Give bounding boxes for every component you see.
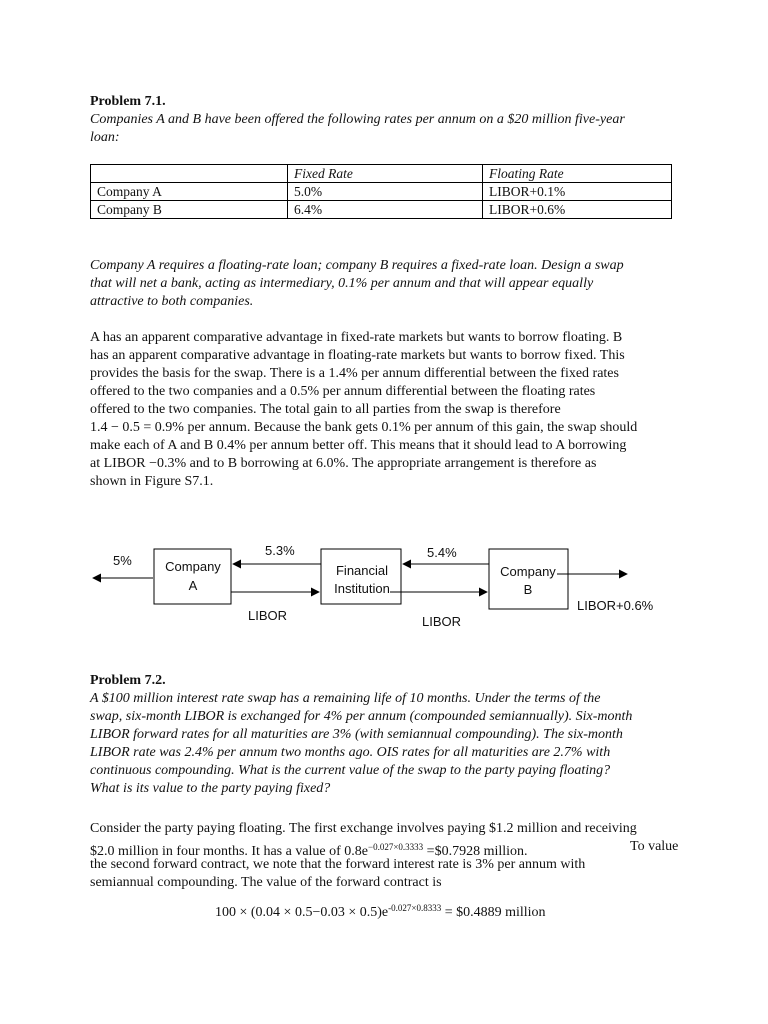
problem-7-2-title: Problem 7.2. [90, 673, 166, 688]
answer-text: To value [630, 839, 679, 854]
answer-line: make each of A and B 0.4% per annum better off. This means that it should lead to A borrowing [90, 438, 627, 453]
table-header-fixed-rate: Fixed Rate [288, 165, 483, 183]
problem-7-1-task-line: Company A requires a floating-rate loan; company B requires a fixed-rate loan. Design a swap [90, 258, 624, 273]
answer-line: shown in Figure S7.1. [90, 474, 214, 489]
answer-line: at LIBOR −0.3% and to B borrowing at 6.0%. The appropriate arrangement is therefore as [90, 456, 597, 471]
rate-label-b-to-fi: 5.4% [427, 545, 457, 560]
table-row [91, 201, 672, 219]
problem-7-1-title: Problem 7.1. [90, 94, 166, 109]
formula-text: 100 × (0.04 × 0.5−0.03 × 0.5)e [215, 905, 389, 920]
problem-7-1-question-line: Companies A and B have been offered the following rates per annum on a $20 million five-year [90, 112, 625, 127]
problem-7-1-question-line: loan: [90, 130, 120, 145]
problem-7-2-question-line: A $100 million interest rate swap has a remaining life of 10 months. Under the terms of the [90, 691, 601, 706]
company-a-box [154, 549, 231, 604]
company-a-label: Company [165, 559, 221, 574]
rate-label-fi-to-b: LIBOR [422, 614, 462, 629]
institution-label: Financial [335, 563, 389, 578]
table-cell: Company A [91, 183, 288, 201]
answer-line: the second forward contract, we note that the forward interest rate is 3% per annum with [90, 857, 586, 872]
rate-label-a-outside: 5% [113, 553, 132, 568]
rate-label-a-to-fi: LIBOR [248, 608, 288, 623]
problem-7-1-task-line: attractive to both companies. [90, 294, 254, 309]
table-cell: 5.0% [288, 183, 483, 201]
company-b-box [489, 549, 568, 609]
answer-text: =$0.7928 million. [423, 844, 528, 859]
answer-line: A has an apparent comparative advantage in fixed-rate markets but wants to borrow floating. B [90, 330, 623, 345]
problem-7-2-question-line: continuous compounding. What is the current value of the swap to the party paying floating? [90, 763, 611, 778]
answer-line: 1.4 − 0.5 = 0.9% per annum. Because the bank gets 0.1% per annum of this gain, the swap should [90, 420, 638, 435]
answer-line: has an apparent comparative advantage in floating-rate markets but wants to borrow fixed. This [90, 348, 625, 363]
answer-line: semiannual compounding. The value of the forward contract is [90, 875, 442, 890]
table-header-floating-rate: Floating Rate [483, 165, 672, 183]
table-row [91, 183, 672, 201]
table-cell: LIBOR+0.1% [483, 183, 672, 201]
answer-line: offered to the two companies. The total gain to all parties from the swap is therefore [90, 402, 561, 417]
problem-7-2-question-line: swap, six-month LIBOR is exchanged for 4% per annum (compounded semiannually). Six-month [90, 709, 633, 724]
formula-exponent: -0.027×0.8333 [388, 903, 442, 913]
rate-label-b-outside: LIBOR+0.6% [577, 598, 654, 613]
answer-line: provides the basis for the swap. There is a 1.4% per annum differential between the fixed rates [90, 366, 619, 381]
table-header-cell [91, 165, 288, 183]
company-b-label: Company [500, 564, 556, 579]
company-a-label: A [188, 578, 198, 593]
problem-7-2-question-line: What is its value to the party paying fixed? [90, 781, 331, 796]
answer-text: $2.0 million in four months. It has a value of 0.8e [90, 844, 369, 859]
problem-7-2-question-line: LIBOR forward rates for all maturities are 3% (with semiannual compounding). The six-month [90, 727, 623, 742]
table-cell: Company B [91, 201, 288, 219]
formula-line [215, 899, 546, 922]
institution-label: Institution [334, 581, 390, 596]
problem-7-2-question-line: LIBOR rate was 2.4% per annum two months ago. OIS rates for all maturities are 2.7% with [90, 745, 611, 760]
table-cell: LIBOR+0.6% [483, 201, 672, 219]
company-b-label: B [523, 582, 533, 597]
rates-table [90, 164, 672, 219]
answer-line: offered to the two companies and a 0.5% per annum differential between the floating rates [90, 384, 596, 399]
table-cell: 6.4% [288, 201, 483, 219]
formula-text: = $0.4889 million [441, 905, 546, 920]
problem-7-1-task-line: that will net a bank, acting as intermediary, 0.1% per annum and that will appear equally [90, 276, 594, 291]
swap-diagram [85, 535, 685, 635]
exponent: −0.027×0.3333 [368, 842, 424, 852]
rate-label-fi-to-a: 5.3% [265, 543, 295, 558]
table-header-row [91, 165, 672, 183]
answer-line: Consider the party paying floating. The first exchange involves paying $1.2 million and receiving [90, 821, 637, 836]
